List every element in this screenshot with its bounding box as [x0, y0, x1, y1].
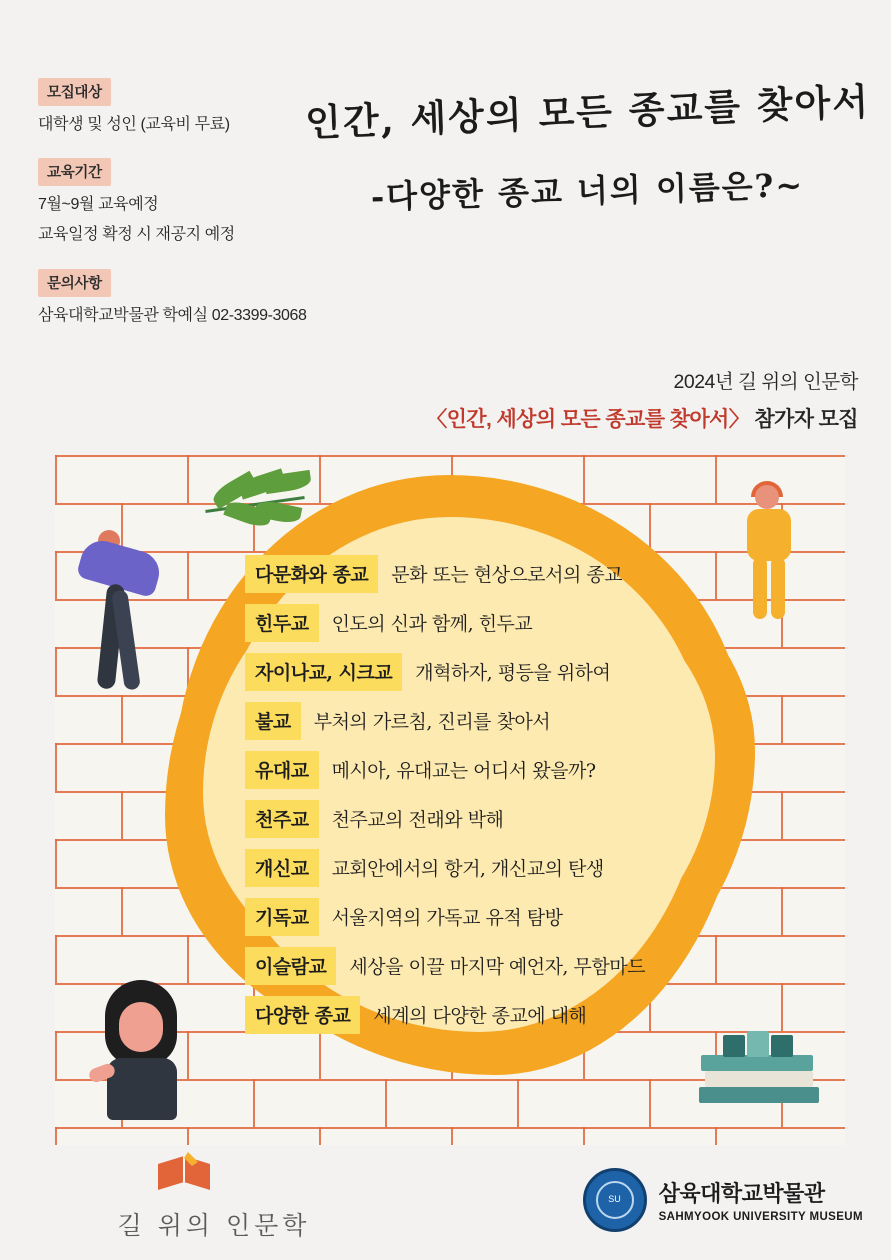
course-tag: 개신교	[245, 849, 319, 887]
course-desc: 세상을 이끌 마지막 예언자, 무함마드	[349, 956, 645, 978]
course-tag: 불교	[245, 702, 301, 740]
museum-logo	[583, 1168, 863, 1232]
university-seal-icon	[583, 1168, 647, 1232]
course-item	[245, 947, 785, 985]
museum-name-en: SAHMYOOK UNIVERSITY MUSEUM	[658, 1211, 863, 1223]
course-desc: 인도의 신과 함께, 힌두교	[331, 613, 533, 635]
course-tag: 유대교	[245, 751, 319, 789]
title-line-2: -다양한 종교 너의 이름은?~	[370, 165, 805, 217]
course-item	[245, 604, 785, 642]
course-tag: 이슬람교	[245, 947, 336, 985]
course-desc: 메시아, 유대교는 어디서 왔을까?	[331, 760, 596, 782]
course-item	[245, 555, 785, 593]
course-item	[245, 702, 785, 740]
subtitle-block	[426, 366, 858, 433]
info-line-target-0: 대학생 및 성인 (교육비 무료)	[38, 116, 230, 133]
museum-name-block	[659, 1177, 863, 1223]
course-desc: 문화 또는 현상으로서의 종교	[391, 564, 623, 586]
course-desc: 천주교의 전래와 박해	[331, 809, 504, 831]
program-logo-text: 길 위의 인문학	[117, 1211, 311, 1240]
main-panel	[55, 455, 845, 1145]
course-tag: 천주교	[245, 800, 319, 838]
book-pen-icon	[154, 1150, 214, 1194]
info-group-contact	[38, 269, 458, 327]
info-line-period-0: 7월~9월 교육예정	[38, 196, 159, 214]
museum-name-kr: 삼육대학교박물관	[658, 1181, 825, 1206]
course-tag: 자이나교, 시크교	[245, 653, 402, 691]
subtitle-rest: 참가자 모집	[749, 408, 858, 431]
course-desc: 부처의 가르침, 진리를 찾아서	[313, 711, 551, 733]
course-item	[245, 751, 785, 789]
course-item	[245, 849, 785, 887]
course-item	[245, 800, 785, 838]
course-tag: 다양한 종교	[245, 996, 360, 1034]
info-line-period-1: 교육일정 확정 시 재공지 예정	[38, 226, 235, 244]
title-line-1: 인간, 세상의 모든 종교를 찾아서	[304, 79, 871, 145]
course-item	[245, 996, 785, 1034]
course-item	[245, 653, 785, 691]
subtitle-line-2	[426, 403, 858, 433]
info-label-target: 모집대상	[38, 78, 111, 106]
info-label-contact: 문의사항	[38, 269, 111, 297]
subtitle-line-1: 2024년 길 위의 인문학	[673, 371, 858, 393]
course-desc: 서울지역의 가독교 유적 탐방	[331, 907, 563, 929]
course-tag: 다문화와 종교	[245, 555, 378, 593]
program-logo	[84, 1206, 344, 1242]
course-desc: 교회안에서의 항거, 개신교의 탄생	[331, 858, 604, 880]
info-line-contact-0: 삼육대학교박물관 학예실 02-3399-3068	[38, 306, 307, 324]
course-tag: 기독교	[245, 898, 319, 936]
seal-inner-text: SU	[596, 1181, 634, 1219]
course-desc: 세계의 다양한 종교에 대해	[373, 1005, 587, 1027]
info-label-period: 교육기간	[38, 158, 111, 186]
course-list	[245, 555, 785, 1045]
person-left-icon	[80, 530, 170, 700]
course-tag: 힌두교	[245, 604, 319, 642]
subtitle-highlight: 〈인간, 세상의 모든 종교를 찾아서〉	[426, 408, 750, 431]
course-desc: 개혁하자, 평등을 위하여	[415, 662, 611, 684]
poster-title	[300, 79, 875, 217]
course-item	[245, 898, 785, 936]
